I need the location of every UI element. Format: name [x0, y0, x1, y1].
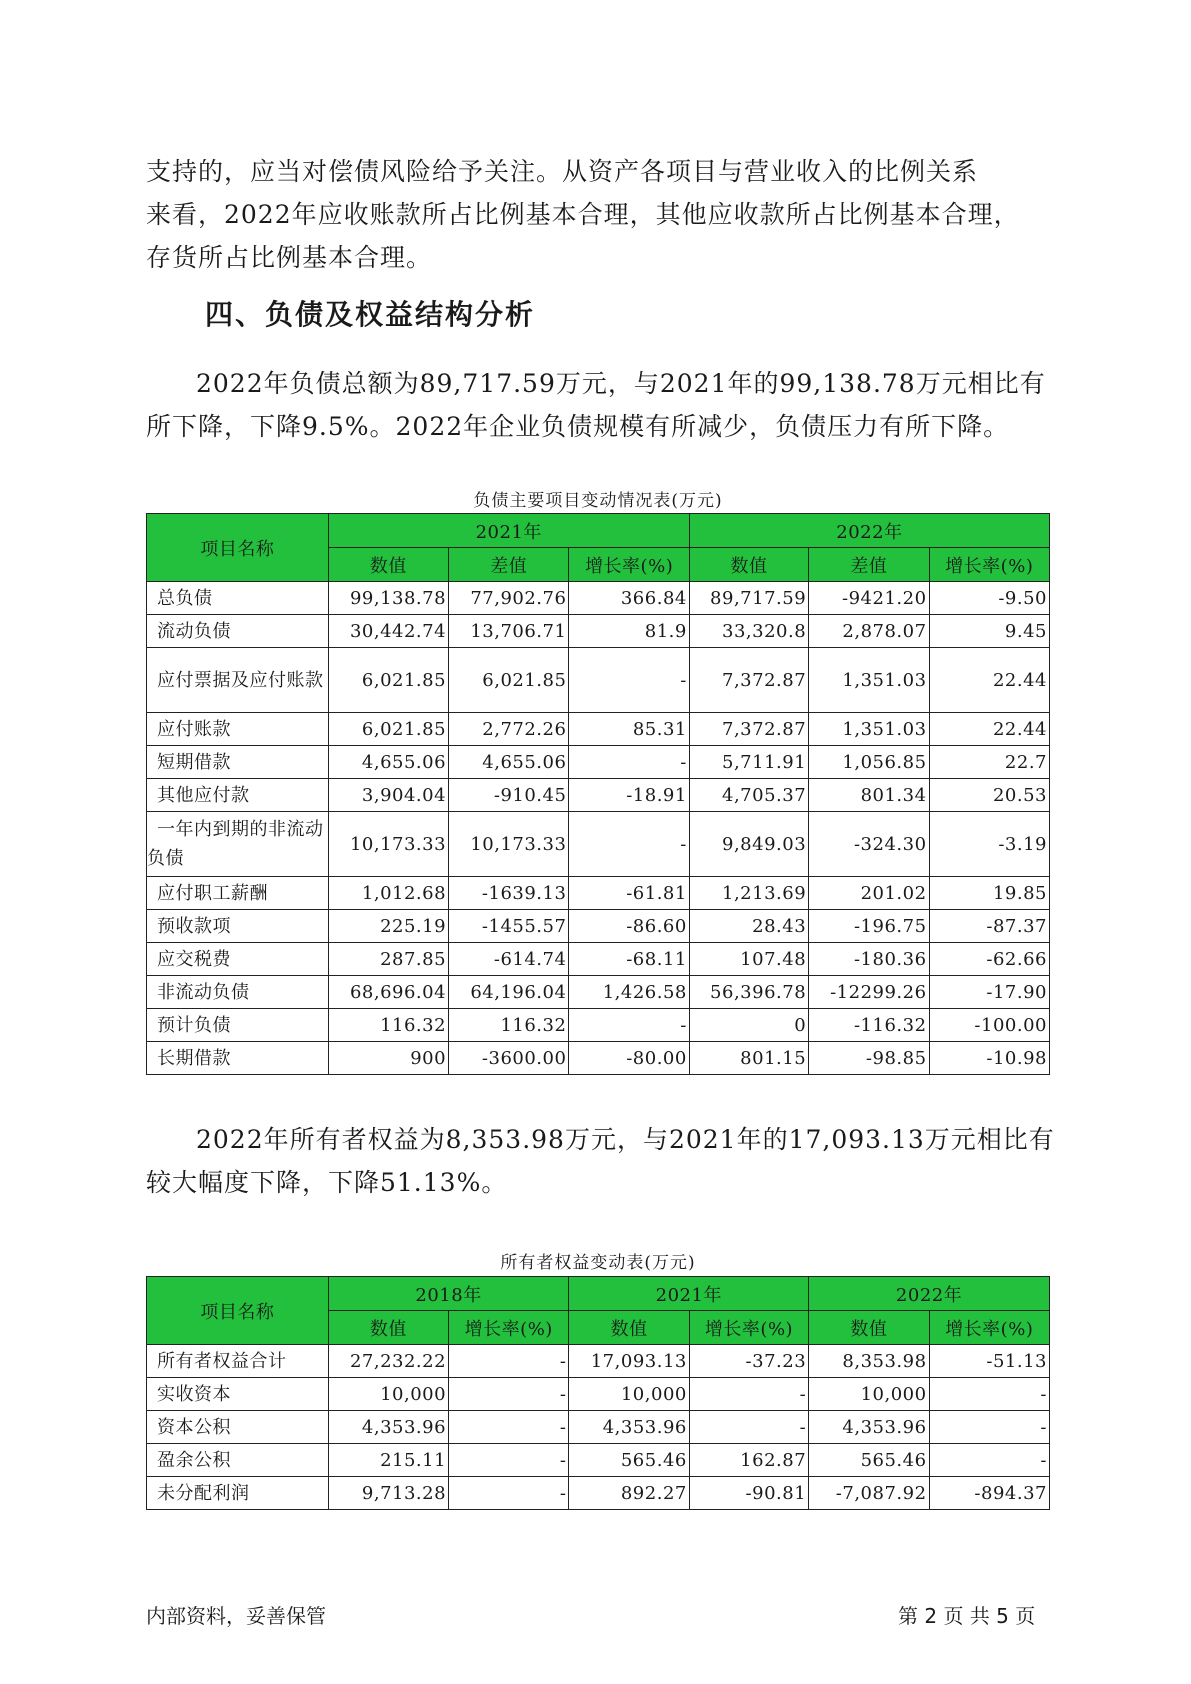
table-cell: 10,173.33 — [328, 812, 448, 877]
table-cell: 56,396.78 — [689, 976, 808, 1009]
table-cell: - — [569, 812, 689, 877]
table-cell: 2,878.07 — [809, 615, 929, 648]
header-year: 2021年 — [328, 514, 689, 548]
row-label: 应付票据及应付账款 — [147, 648, 329, 713]
table-cell: 1,351.03 — [809, 648, 929, 713]
table-cell: - — [449, 1411, 569, 1444]
table-cell: 85.31 — [569, 713, 689, 746]
table-cell: 9,713.28 — [328, 1477, 448, 1510]
header-item-name: 项目名称 — [147, 1277, 329, 1345]
row-label: 预计负债 — [147, 1009, 329, 1042]
table-cell: 17,093.13 — [569, 1345, 689, 1378]
table-cell: 13,706.71 — [449, 615, 569, 648]
table-cell: - — [449, 1477, 569, 1510]
table-row — [147, 910, 1050, 943]
table-cell: 7,372.87 — [689, 648, 808, 713]
row-label: 盈余公积 — [147, 1444, 329, 1477]
table-cell: -100.00 — [929, 1009, 1049, 1042]
text-line: 存货所占比例基本合理。 — [146, 243, 433, 272]
header-subcol: 增长率(%) — [449, 1311, 569, 1345]
table-cell: - — [689, 1411, 808, 1444]
row-label: 一年内到期的非流动负债 — [147, 812, 329, 877]
table-cell: 89,717.59 — [689, 582, 808, 615]
table-cell: 22.7 — [929, 746, 1049, 779]
table-cell: -7,087.92 — [809, 1477, 929, 1510]
row-label: 应付职工薪酬 — [147, 877, 329, 910]
row-label: 未分配利润 — [147, 1477, 329, 1510]
table-cell: -80.00 — [569, 1042, 689, 1075]
table-cell: 116.32 — [328, 1009, 448, 1042]
table-row — [147, 713, 1050, 746]
table-cell: 22.44 — [929, 648, 1049, 713]
table-cell: - — [569, 746, 689, 779]
table-cell: 10,000 — [809, 1378, 929, 1411]
table-cell: 1,213.69 — [689, 877, 808, 910]
row-label: 应交税费 — [147, 943, 329, 976]
row-label: 预收款项 — [147, 910, 329, 943]
table-row — [147, 1345, 1050, 1378]
table-cell: 8,353.98 — [809, 1345, 929, 1378]
table-cell: 1,351.03 — [809, 713, 929, 746]
table-cell: 1,012.68 — [328, 877, 448, 910]
row-label: 实收资本 — [147, 1378, 329, 1411]
text-line: 来看，2022年应收账款所占比例基本合理，其他应收款所占比例基本合理， — [146, 200, 1020, 229]
table-cell: 6,021.85 — [328, 648, 448, 713]
table-cell: -68.11 — [569, 943, 689, 976]
table-cell: 2,772.26 — [449, 713, 569, 746]
header-subcol: 增长率(%) — [569, 548, 689, 582]
header-subcol: 差值 — [809, 548, 929, 582]
table-cell: -51.13 — [929, 1345, 1049, 1378]
table-cell: 1,056.85 — [809, 746, 929, 779]
table-cell: 81.9 — [569, 615, 689, 648]
table-row — [147, 1042, 1050, 1075]
liabilities-paragraph — [146, 362, 1046, 448]
table-cell: -180.36 — [809, 943, 929, 976]
row-label: 非流动负债 — [147, 976, 329, 1009]
table-cell: 116.32 — [449, 1009, 569, 1042]
table-row — [147, 812, 1050, 877]
table-cell: 801.34 — [809, 779, 929, 812]
text-line: 2022年所有者权益为8,353.98万元，与2021年的17,093.13万元相比有 — [196, 1125, 1055, 1154]
row-label: 长期借款 — [147, 1042, 329, 1075]
table-cell: -98.85 — [809, 1042, 929, 1075]
table-cell: 27,232.22 — [328, 1345, 448, 1378]
table-cell: 64,196.04 — [449, 976, 569, 1009]
page-number: 第 2 页 共 5 页 — [898, 1604, 1036, 1628]
table-cell: 107.48 — [689, 943, 808, 976]
table-cell: - — [449, 1378, 569, 1411]
table-cell: -1455.57 — [449, 910, 569, 943]
header-year: 2022年 — [689, 514, 1049, 548]
table-cell: -17.90 — [929, 976, 1049, 1009]
table-row — [147, 615, 1050, 648]
table-cell: -18.91 — [569, 779, 689, 812]
table-cell: - — [569, 1009, 689, 1042]
text-line: 较大幅度下降，下降51.13%。 — [146, 1168, 508, 1197]
table-row — [147, 582, 1050, 615]
header-subcol: 数值 — [689, 548, 808, 582]
table-cell: -62.66 — [929, 943, 1049, 976]
header-subcol: 增长率(%) — [929, 1311, 1049, 1345]
table-cell: 4,353.96 — [569, 1411, 689, 1444]
table-cell: 215.11 — [328, 1444, 448, 1477]
table-cell: - — [689, 1378, 808, 1411]
table-row — [147, 1444, 1050, 1477]
footer-note: 内部资料，妥善保管 — [146, 1604, 326, 1628]
table-row — [147, 648, 1050, 713]
row-label: 资本公积 — [147, 1411, 329, 1444]
header-year: 2021年 — [569, 1277, 809, 1311]
header-item-name: 项目名称 — [147, 514, 329, 582]
table-cell: - — [929, 1411, 1049, 1444]
row-label: 流动负债 — [147, 615, 329, 648]
row-label: 所有者权益合计 — [147, 1345, 329, 1378]
table-row — [147, 779, 1050, 812]
header-year: 2022年 — [809, 1277, 1050, 1311]
table-cell: -196.75 — [809, 910, 929, 943]
row-label: 总负债 — [147, 582, 329, 615]
table-cell: 68,696.04 — [328, 976, 448, 1009]
table-cell: 565.46 — [809, 1444, 929, 1477]
header-subcol: 数值 — [809, 1311, 929, 1345]
table-cell: 9,849.03 — [689, 812, 808, 877]
header-subcol: 增长率(%) — [929, 548, 1049, 582]
table-cell: 225.19 — [328, 910, 448, 943]
table-cell: 900 — [328, 1042, 448, 1075]
table-cell: -1639.13 — [449, 877, 569, 910]
section-heading: 四、负债及权益结构分析 — [205, 298, 536, 331]
table-cell: 10,000 — [569, 1378, 689, 1411]
table-cell: -910.45 — [449, 779, 569, 812]
table-cell: 1,426.58 — [569, 976, 689, 1009]
table-cell: -324.30 — [809, 812, 929, 877]
table-cell: 10,000 — [328, 1378, 448, 1411]
equity-table — [146, 1276, 1050, 1510]
table-cell: 4,705.37 — [689, 779, 808, 812]
equity-paragraph — [146, 1118, 1055, 1204]
table-cell: 4,655.06 — [449, 746, 569, 779]
table-row — [147, 1411, 1050, 1444]
table-cell: -37.23 — [689, 1345, 808, 1378]
row-label: 短期借款 — [147, 746, 329, 779]
equity-table-caption: 所有者权益变动表(万元) — [500, 1253, 696, 1273]
table-cell: 99,138.78 — [328, 582, 448, 615]
header-subcol: 差值 — [449, 548, 569, 582]
header-subcol: 增长率(%) — [689, 1311, 808, 1345]
table-cell: -116.32 — [809, 1009, 929, 1042]
table-cell: 7,372.87 — [689, 713, 808, 746]
text-line: 支持的，应当对偿债风险给予关注。从资产各项目与营业收入的比例关系 — [146, 157, 979, 186]
table-cell: 201.02 — [809, 877, 929, 910]
table-cell: - — [929, 1444, 1049, 1477]
table-cell: 5,711.91 — [689, 746, 808, 779]
header-subcol: 数值 — [328, 548, 448, 582]
table-cell: -90.81 — [689, 1477, 808, 1510]
table-row — [147, 746, 1050, 779]
table-cell: - — [569, 648, 689, 713]
table-cell: 801.15 — [689, 1042, 808, 1075]
table-cell: 162.87 — [689, 1444, 808, 1477]
table-cell: 4,353.96 — [809, 1411, 929, 1444]
header-subcol: 数值 — [328, 1311, 448, 1345]
liabilities-table — [146, 513, 1050, 1075]
table-cell: 0 — [689, 1009, 808, 1042]
row-label: 其他应付款 — [147, 779, 329, 812]
liabilities-table-caption: 负债主要项目变动情况表(万元) — [473, 491, 723, 511]
table-cell: 30,442.74 — [328, 615, 448, 648]
table-cell: 9.45 — [929, 615, 1049, 648]
table-cell: 77,902.76 — [449, 582, 569, 615]
table-cell: -87.37 — [929, 910, 1049, 943]
table-cell: 565.46 — [569, 1444, 689, 1477]
table-cell: 287.85 — [328, 943, 448, 976]
table-row — [147, 1378, 1050, 1411]
table-cell: 6,021.85 — [328, 713, 448, 746]
table-cell: 892.27 — [569, 1477, 689, 1510]
table-cell: -894.37 — [929, 1477, 1049, 1510]
row-label: 应付账款 — [147, 713, 329, 746]
table-cell: 3,904.04 — [328, 779, 448, 812]
table-cell: -3.19 — [929, 812, 1049, 877]
header-subcol: 数值 — [569, 1311, 689, 1345]
table-cell: 4,655.06 — [328, 746, 448, 779]
table-cell: -9.50 — [929, 582, 1049, 615]
text-line: 2022年负债总额为89,717.59万元，与2021年的99,138.78万元相比有 — [196, 369, 1046, 398]
table-row — [147, 976, 1050, 1009]
table-cell: 4,353.96 — [328, 1411, 448, 1444]
table-row — [147, 1009, 1050, 1042]
table-cell: -3600.00 — [449, 1042, 569, 1075]
table-cell: 28.43 — [689, 910, 808, 943]
table-cell: -10.98 — [929, 1042, 1049, 1075]
intro-paragraph — [146, 150, 1046, 279]
table-cell: -12299.26 — [809, 976, 929, 1009]
table-cell: 366.84 — [569, 582, 689, 615]
text-line: 所下降，下降9.5%。2022年企业负债规模有所减少，负债压力有所下降。 — [146, 412, 1010, 441]
table-row — [147, 1477, 1050, 1510]
table-row — [147, 877, 1050, 910]
table-cell: -86.60 — [569, 910, 689, 943]
table-cell: 19.85 — [929, 877, 1049, 910]
table-cell: -614.74 — [449, 943, 569, 976]
header-year: 2018年 — [328, 1277, 569, 1311]
table-cell: - — [449, 1444, 569, 1477]
table-cell: 10,173.33 — [449, 812, 569, 877]
table-cell: - — [929, 1378, 1049, 1411]
table-cell: 20.53 — [929, 779, 1049, 812]
table-row — [147, 943, 1050, 976]
table-cell: - — [449, 1345, 569, 1378]
table-cell: -61.81 — [569, 877, 689, 910]
table-cell: 6,021.85 — [449, 648, 569, 713]
table-cell: 33,320.8 — [689, 615, 808, 648]
table-cell: 22.44 — [929, 713, 1049, 746]
table-cell: -9421.20 — [809, 582, 929, 615]
